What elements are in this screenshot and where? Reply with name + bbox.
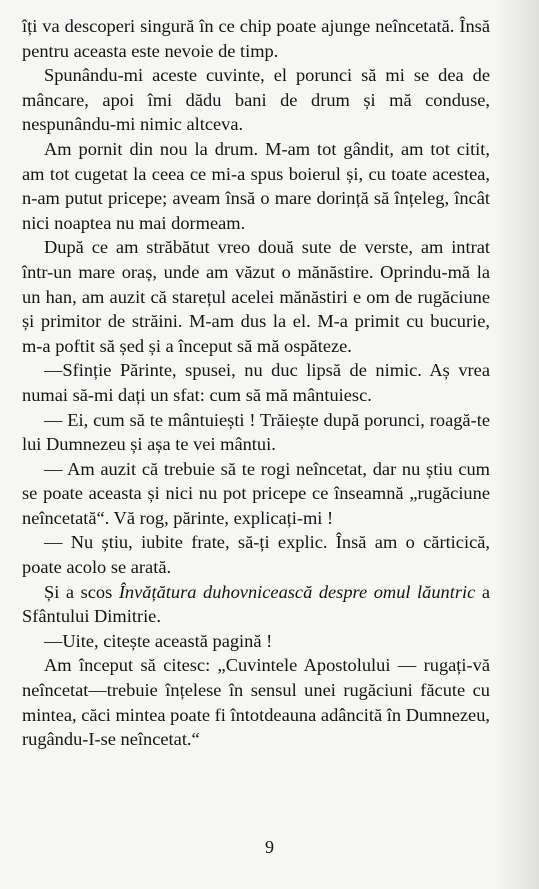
paragraph-7: — Am auzit că trebuie să te rogi neîncetat, dar nu știu cum se poate aceasta și nici nu pot pricepe ce înseamnă „rugăciune neîncetată“. Vă rog, părinte, explicați-mi !	[22, 458, 490, 528]
paragraph-8: — Nu știu, iubite frate, să-ți explic. Însă am o cărticică, poate acolo se arată.	[22, 532, 490, 578]
paragraph-1: îți va descoperi singură în ce chip poate ajunge neîncetată. Însă pentru aceasta este nevoie de timp.	[22, 16, 490, 61]
page-number: 9	[265, 837, 274, 857]
page-edge-shadow	[493, 0, 539, 889]
body-text	[22, 14, 490, 752]
book-title: Învățătura duhovnicească despre omul lăuntric	[118, 581, 476, 602]
paragraph-2: Spunându-mi aceste cuvinte, el porunci să mi se dea de mâncare, apoi îmi dădu bani de drum și mă conduse, nespunându-mi nimic altceva.	[22, 65, 490, 135]
paragraph-10: —Uite, citește această pagină !	[44, 630, 273, 651]
paragraph-11: Am început să citesc: „Cuvintele Apostolului — rugați-vă neîncetat—trebuie înțelese în sensul unei rugăciuni făcute cu mintea, căci mintea poate fi întotdeauna adâncită în Dumnezeu, rugându-I-se neîncetat.“	[22, 655, 490, 750]
paragraph-9	[22, 580, 490, 629]
paragraph-5: —Sfinție Părinte, spusei, nu duc lipsă de nimic. Aș vrea numai să-mi dați un sfat: cum să mă mântuiesc.	[22, 360, 490, 405]
paragraph-9-after: a Sfântului Dimitrie.	[22, 581, 490, 627]
paragraph-4: După ce am străbătut vreo două sute de verste, am intrat într-un mare oraș, unde am văzut o mănăstire. Oprindu-mă la un han, am auzit că starețul acelei mănăstiri e om de rugăciune și primitor de străini. M-am dus la el. M-a primit cu bucurie, m-a poftit să șed și a început să mă ospăteze.	[22, 237, 490, 356]
paragraph-3: Am pornit din nou la drum. M-am tot gândit, am tot citit, am tot cugetat la ceea ce mi-a spus boierul și, cu toate acestea, n-am putut pricepe; aveam însă o mare dorință să înțeleg, încât nici noaptea nu mai dormeam.	[22, 138, 490, 233]
paragraph-9-before: Și a scos	[44, 581, 119, 602]
paragraph-6: — Ei, cum să te mântuiești ! Trăiește după porunci, roagă-te lui Dumnezeu și așa te vei mântui.	[22, 409, 490, 455]
